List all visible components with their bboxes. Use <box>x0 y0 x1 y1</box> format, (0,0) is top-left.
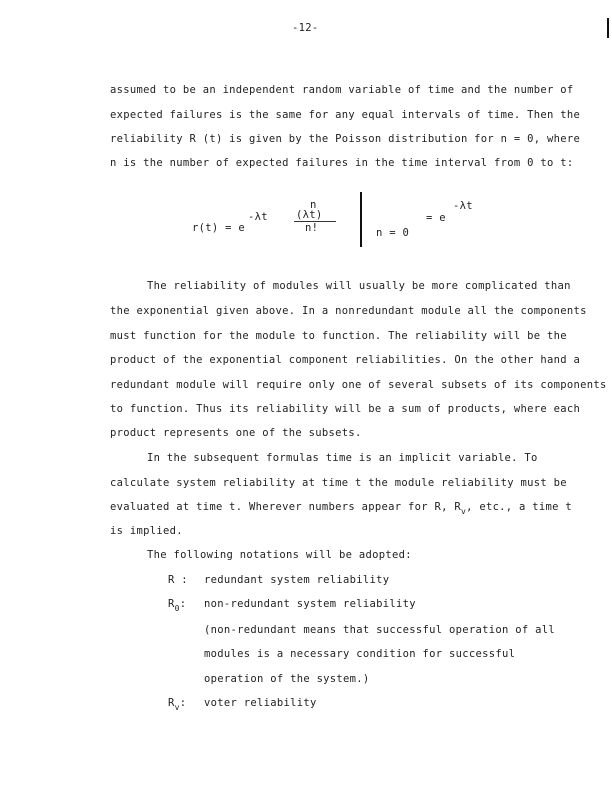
page-number: -12- <box>292 22 319 34</box>
paragraph2-line2: the exponential given above. In a nonredundant module all the components <box>110 305 587 317</box>
page-edge-mark <box>607 18 609 38</box>
paragraph2-line4: product of the exponential component reliabilities. On the other hand a <box>110 354 581 366</box>
notations-intro: The following notations will be adopted: <box>147 549 412 561</box>
equation-denominator: n! <box>305 222 319 234</box>
paragraph1-line1: assumed to be an independent random variable of time and the number of <box>110 84 574 96</box>
equation-numerator-power: n <box>310 199 317 211</box>
paragraph3-line3: evaluated at time t. Wherever numbers appear for R, $R_v$, etc., a time t <box>110 501 573 516</box>
equation-exponent: -λt <box>248 211 268 223</box>
paragraph3-line1: In the subsequent formulas time is an implicit variable. To <box>147 452 538 464</box>
notation-r-desc: redundant system reliability <box>204 574 390 586</box>
equation-result-exponent: -λt <box>453 200 473 212</box>
paragraph3-line2: calculate system reliability at time t the module reliability must be <box>110 477 567 489</box>
notation-r0-desc: non-redundant system reliability <box>204 598 416 610</box>
paragraph2-line1: The reliability of modules will usually be more complicated than <box>147 280 571 292</box>
notation-rv-symbol: $R_v$: <box>168 697 187 712</box>
paragraph2-line7: product represents one of the subsets. <box>110 427 362 439</box>
paragraph1-line3: reliability R (t) is given by the Poisson distribution for n = 0, where <box>110 133 581 145</box>
evaluation-bar <box>360 192 362 247</box>
notation-rv-desc: voter reliability <box>204 697 317 709</box>
paragraph1-line4: n is the number of expected failures in the time interval from 0 to t: <box>110 157 574 169</box>
notation-r0-note-line2: modules is a necessary condition for successful <box>204 648 516 660</box>
notation-r0-symbol: $R_0$: <box>168 598 187 613</box>
paragraph3-line4: is implied. <box>110 525 183 537</box>
paragraph2-line3: must function for the module to function. The reliability will be the <box>110 330 567 342</box>
equation-result: = e <box>426 212 446 224</box>
equation-condition: n = 0 <box>376 227 410 239</box>
paragraph2-line5: redundant module will require only one of several subsets of its components <box>110 379 607 391</box>
equation-numerator: (λt) <box>296 209 323 221</box>
notation-r0-note-line3: operation of the system.) <box>204 673 370 685</box>
notation-r-symbol: R : <box>168 574 188 586</box>
paragraph2-line6: to function. Thus its reliability will be a sum of products, where each <box>110 403 581 415</box>
notation-r0-note-line1: (non-redundant means that successful operation of all <box>204 624 555 636</box>
paragraph1-line2: expected failures is the same for any equal intervals of time. Then the <box>110 109 581 121</box>
equation-lhs: r(t) = e <box>192 222 245 234</box>
